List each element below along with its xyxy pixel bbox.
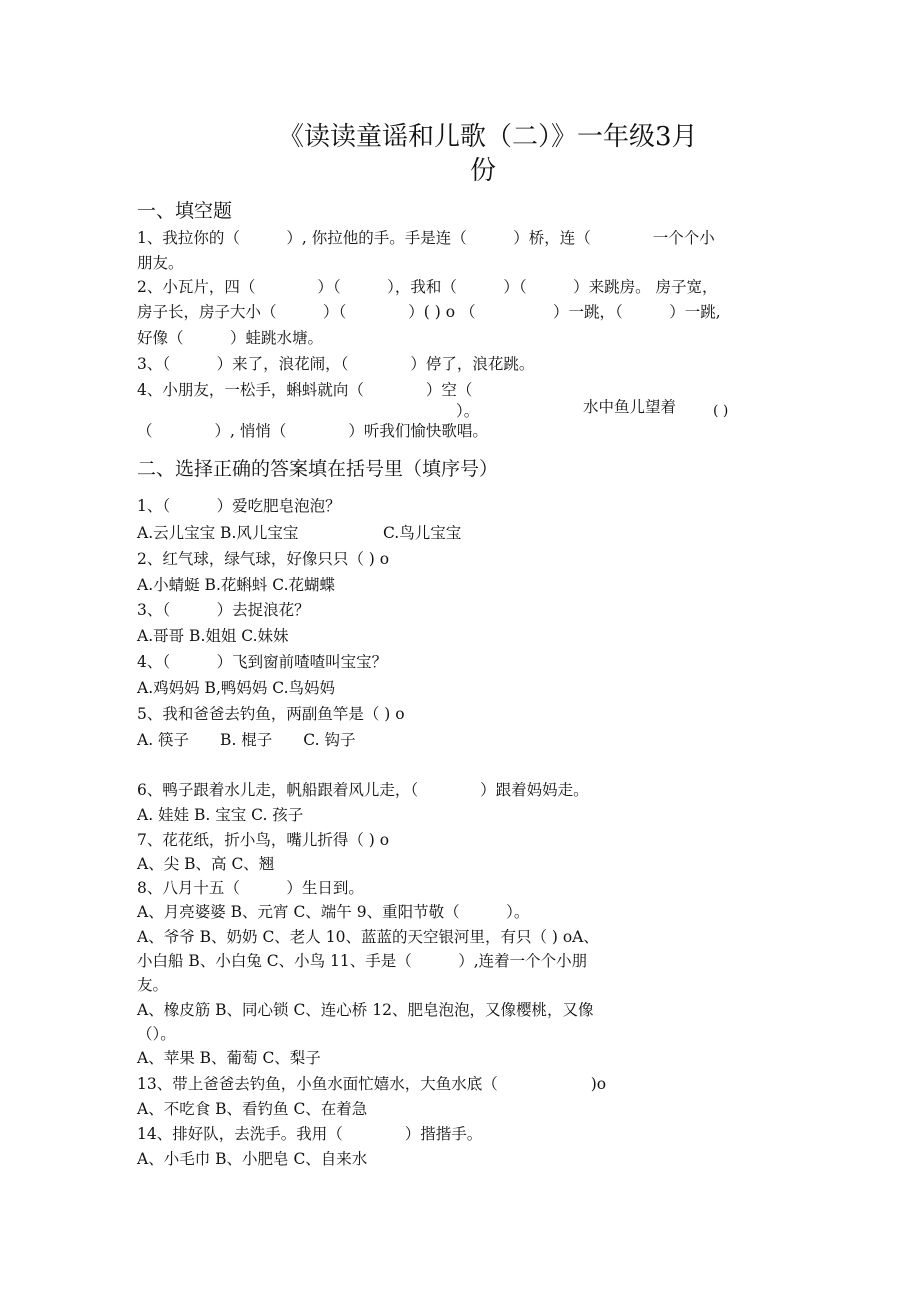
choice-line: 友。 xyxy=(137,976,169,994)
page-title-line2: 份 xyxy=(470,156,497,186)
fill-line: （ ）, 悄悄（ ）听我们愉快歌唱。 xyxy=(137,422,488,440)
choice-line: A、爷爷 B、奶奶 C、老人 10、蓝蓝的天空银河里，有只（ ) oA、 xyxy=(137,928,599,946)
choice-line: 1、（ ）爱吃肥皂泡泡？ xyxy=(137,497,341,515)
fill-line: 好像（ ）蛙跳水塘。 xyxy=(137,329,324,347)
fill-line: 水中鱼儿望着 xyxy=(583,398,677,416)
choice-line: A、不吃食 B、看钓鱼 C、在着急 xyxy=(137,1100,368,1118)
choice-line: A.鸡妈妈 B,鸭妈妈 C.鸟妈妈 xyxy=(137,679,336,697)
choice-line: A、橡皮筋 B、同心锁 C、连心桥 12、肥皂泡泡，又像樱桃，又像 xyxy=(137,1001,594,1019)
choice-line: 6、鸭子跟着水儿走，帆船跟着风儿走，（ ）跟着妈妈走。 xyxy=(137,781,589,799)
choice-line: 8、八月十五（ ）生日到。 xyxy=(137,879,364,897)
fill-line: 1、我拉你的（ ）, 你拉他的手。手是连（ ）桥，连（ 一个个小 xyxy=(137,229,715,247)
choice-line: A.哥哥 B.姐姐 C.妹妹 xyxy=(137,627,289,645)
section1-heading: 一、填空题 xyxy=(137,200,233,222)
fill-line: 4、小朋友，一松手，蝌蚪就向（ ）空（ xyxy=(137,381,473,399)
choice-line: A. 筷子 B. 棍子 C. 钩子 xyxy=(137,731,356,749)
fill-line: 房子长，房子大小（ ）（ ）( ) o （ ）一跳，（ ）一跳, xyxy=(137,303,721,321)
fill-line: 3、（ ）来了，浪花闹，（ ）停了，浪花跳。 xyxy=(137,355,535,373)
choice-line: （）。 xyxy=(137,1025,176,1043)
section2-heading: 二、选择正确的答案填在括号里（填序号） xyxy=(137,458,499,480)
choice-line: A、月亮婆婆 B、元宵 C、端午 9、重阳节敬（ ）。 xyxy=(137,903,530,921)
fill-line: 2、小瓦片，四（ ）（ ），我和（ ）（ ）来跳房。 房子宽， xyxy=(137,278,718,296)
choice-line: C.鸟儿宝宝 xyxy=(383,524,462,542)
choice-line: A、苹果 B、葡萄 C、梨子 xyxy=(137,1049,321,1067)
choice-line: 13、带上爸爸去钓鱼，小鱼水面忙嬉水，大鱼水底（ )o xyxy=(137,1075,607,1093)
choice-line: 7、花花纸，折小鸟，嘴儿折得（ ) o xyxy=(137,831,390,849)
choice-line: 5、我和爸爸去钓鱼，两副鱼竿是（ ) o xyxy=(137,705,405,723)
choice-line: A.小蜻蜓 B.花蝌蚪 C.花蝴蝶 xyxy=(137,576,336,594)
choice-line: 3、（ ）去捉浪花？ xyxy=(137,601,310,619)
choice-line: A.云儿宝宝 B.风儿宝宝 xyxy=(137,524,299,542)
choice-line: A. 娃娃 B. 宝宝 C. 孩子 xyxy=(137,806,304,824)
fill-line: ( ) xyxy=(713,403,729,419)
choice-line: 2、红气球，绿气球，好像只只（ ) o xyxy=(137,550,390,568)
choice-line: A、小毛巾 B、小肥皂 C、自来水 xyxy=(137,1150,368,1168)
choice-line: 4、（ ）飞到窗前喳喳叫宝宝？ xyxy=(137,653,388,671)
page-title-line1: 《读读童谣和儿歌（二）》一年级3月 xyxy=(278,122,698,152)
choice-line: A、尖 B、高 C、翘 xyxy=(137,855,275,873)
fill-line: 朋友。 xyxy=(137,254,184,272)
fill-line: ）。 xyxy=(456,402,480,420)
choice-line: 14、排好队，去洗手。我用（ ）揩揩手。 xyxy=(137,1125,483,1143)
choice-line: 小白船 B、小白兔 C、小鸟 11、手是（ ）,连着一个个小朋 xyxy=(137,952,588,970)
